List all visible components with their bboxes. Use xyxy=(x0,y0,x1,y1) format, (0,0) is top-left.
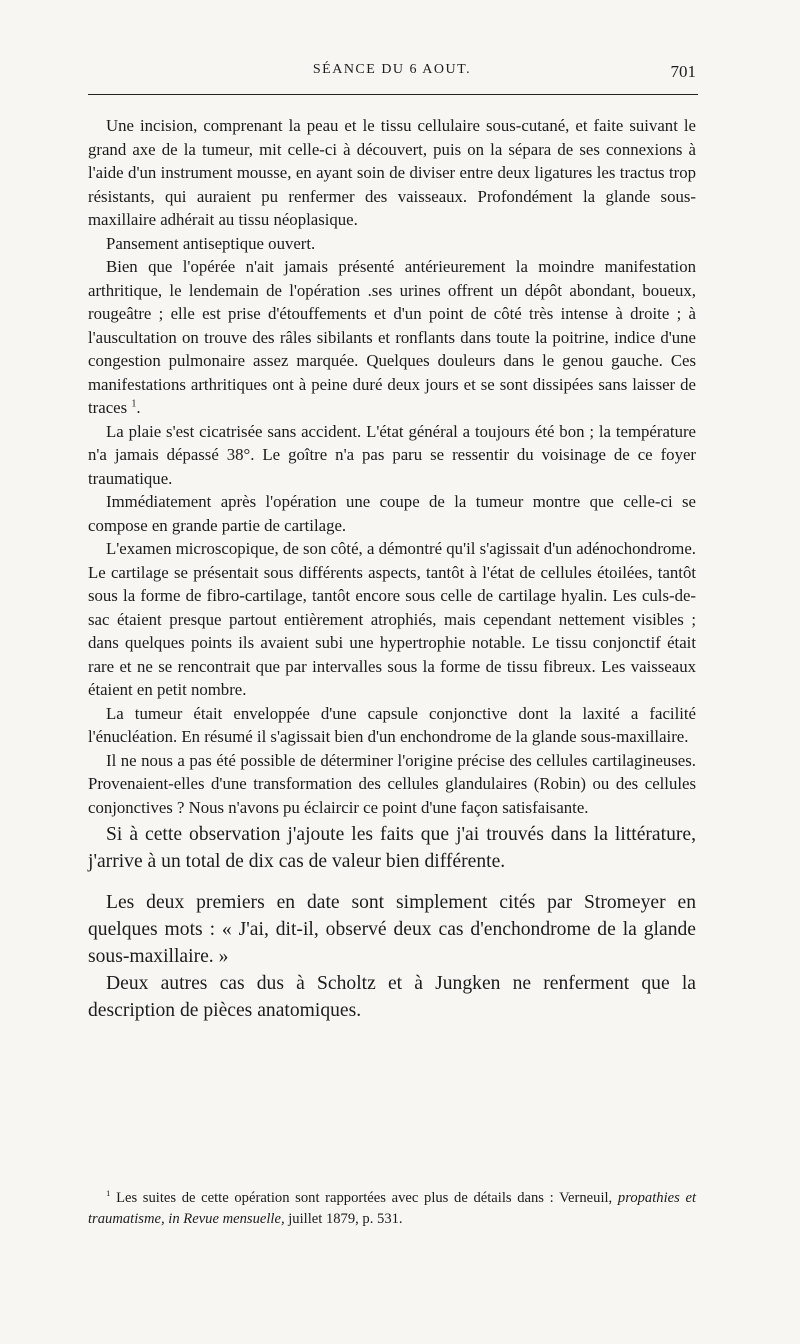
footnote-marker: 1 xyxy=(106,1188,111,1199)
paragraph-coupe: Immédiatement après l'opération une coupe de la tumeur montre que celle-ci se compose en grande partie de cartilage. xyxy=(88,492,696,535)
footnote-text-before: Les suites de cette opération sont rapportées avec plus de détails dans : Verneuil, xyxy=(116,1190,613,1206)
paragraph-incision: Une incision, comprenant la peau et le tissu cellulaire sous-cutané, et faite suivant le grand axe de la tumeur, mit celle-ci à découvert, puis on la sépara de ses connexions à l'aide d'un instrument mousse, en ayant soin de diviser entre deux ligatures les tractus trop résistants, qui auraient pu renfermer des vaisseaux. Profondément la glande sous-maxillaire adhérait au tissu néoplasique. xyxy=(88,116,696,229)
paragraph-pansement: Pansement antiseptique ouvert. xyxy=(106,233,316,253)
running-title: SÉANCE DU 6 AOUT. xyxy=(312,62,472,77)
body-text xyxy=(88,114,696,1024)
paragraph-origine: Il ne nous a pas été possible de déterminer l'origine précise des cellules cartilagineuses. Provenaient-elles d'une transformation des cellules glandulaires (Robin) ou des cellules conjonctives ? Nous n'avons pu éclaircir ce point d'une façon satisfaisante. xyxy=(88,750,696,817)
footnote-italic-title: propathies et traumatisme, xyxy=(88,1190,696,1227)
footnote-text-after: juillet 1879, p. 531. xyxy=(288,1210,403,1227)
paragraph-observation: Si à cette observation j'ajoute les faits que j'ai trouvés dans la littérature, j'arrive à un total de dix cas de valeur bien différente. xyxy=(88,824,696,872)
paragraph-cicatrisation: La plaie s'est cicatrisée sans accident. L'état général a toujours été bon ; la température n'a jamais dépassé 38°. Le goître n'a pas paru se ressentir du voisinage de ce foyer traumatique. xyxy=(88,421,696,488)
footnote-reference: 1 xyxy=(131,398,137,410)
page-number: 701 xyxy=(670,62,696,81)
page-header xyxy=(88,62,696,88)
paragraph-arthritique: Bien que l'opérée n'ait jamais présenté antérieurement la moindre manifestation arthritique, le lendemain de l'opération .ses urines offrent un dépôt abondant, boueux, rougeâtre ; elle est prise d'étouffements et d'un point de côté très intense à droite ; à l'auscultation on trouve des râles sibilants et ronflants dans toute la poitrine, indice d'une congestion pulmonaire assez marquée. Quelques douleurs dans le genou gauche. Ces manifestations arthritiques ont à peine duré deux jours et se sont dissipées sans laisser de traces $^1$. xyxy=(88,257,696,417)
paragraph-stromeyer: Les deux premiers en date sont simplement cités par Stromeyer en quelques mots : « J'ai, dit-il, observé deux cas d'enchondrome de la glande sous-maxillaire. » xyxy=(88,892,696,967)
paragraph-arthritique-text: Bien que l'opérée n'ait jamais présenté antérieurement la moindre manifestation arthritique, le lendemain de l'opération .ses urines offrent un dépôt abondant, boueux, rougeâtre ; elle est prise d'étouffements et d'un point de côté très intense à droite ; à l'auscultation on trouve des râles sibilants et ronflants dans toute la poitrine, indice d'une congestion pulmonaire assez marquée. Quelques douleurs dans le genou gauche. Ces manifestations arthritiques ont à peine duré deux jours et se sont dissipées sans laisser de traces xyxy=(88,257,696,417)
footnote-text xyxy=(88,1188,696,1229)
footnote-in-word: in xyxy=(168,1210,180,1227)
paragraph-examen: L'examen microscopique, de son côté, a démontré qu'il s'agissait d'un adénochondrome. Le cartilage se présentait sous différents aspects, tantôt à l'état de cellules étoilées, tantôt sous la forme de fibro-cartilage, tantôt encore sous celle de cartilage hyalin. Les culs-de-sac étaient presque partout entièrement atrophiés, mais cependant nettement visibles ; dans quelques points ils avaient subi une hypertrophie notable. Le tissu conjonctif était rare et ne se rencontrait que par intervalles sous la forme de tissu fibreux. Les vaisseaux étaient en petit nombre. xyxy=(88,539,696,699)
paragraph-capsule: La tumeur était enveloppée d'une capsule conjonctive dont la laxité a facilité l'énucléation. En résumé il s'agissait bien d'un enchondrome de la glande sous-maxillaire. xyxy=(88,703,696,746)
header-rule xyxy=(88,94,698,95)
paragraph-scholtz: Deux autres cas dus à Scholtz et à Jungken ne renferment que la description de pièces anatomiques. xyxy=(88,973,696,1021)
footnote xyxy=(88,1188,696,1229)
footnote-italic-journal: Revue mensuelle, xyxy=(183,1210,285,1227)
